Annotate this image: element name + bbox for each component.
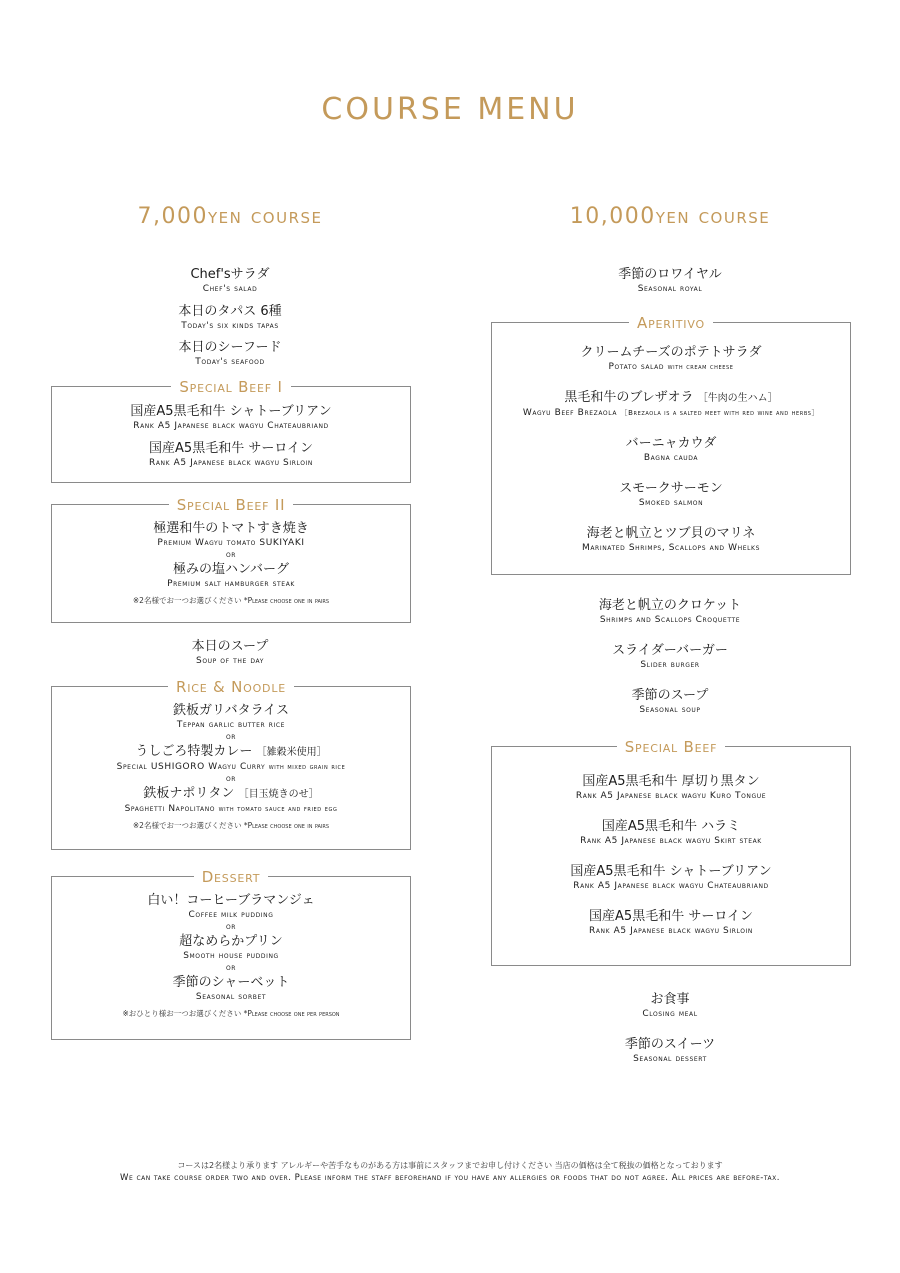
menu-item: 季節のスープ Seasonal soup: [631, 688, 709, 715]
special-beef-1-box: Special Beef I 国産A5黒毛和牛 シャトーブリアン Rank A5 Japanese black wagyu Chateaubriand 国産A5黒毛和牛 サーロイン Rank A5 Japanese black wagyu Sirloin: [51, 386, 411, 483]
menu-item: スライダーバーガー Slider burger: [612, 643, 728, 670]
course-10000-title: 10,000yen course: [569, 204, 771, 229]
footer-note-jp: コースは2名様より承ります アレルギーや苦手なものがある方は事前にスタッフまでお申し付けください 当店の価格は全て税抜の価格となっております: [177, 1161, 723, 1170]
section-label: Aperitivo: [629, 314, 713, 332]
course-7000-title: 7,000yen course: [137, 204, 323, 229]
section-label: Special Beef: [617, 738, 726, 756]
section-label: Special Beef I: [171, 378, 290, 396]
menu-item: 本日のタパス 6種 Today's six kinds tapas: [178, 304, 282, 331]
menu-item: 本日のシーフード Today's seafood: [178, 340, 282, 367]
menu-item: 本日のスープ Soup of the day: [191, 639, 269, 666]
dessert-box: Dessert 白い！コーヒーブラマンジェ Coffee milk pudding or 超なめらかプリン Smooth house pudding or 季節のシャーベット Seasonal sorbet ※おひとり様お一つお選びください *Please choose one per person: [51, 876, 411, 1040]
section-label: Special Beef II: [169, 496, 294, 514]
special-beef-box: Special Beef 国産A5黒毛和牛 厚切り黒タン Rank A5 Japanese black wagyu Kuro Tongue 国産A5黒毛和牛 ハラミ Rank A5 Japanese black wagyu Skirt steak 国産A5黒毛和牛 シャトーブリアン Rank A5 Japanese black wagyu Chateaubriand 国産A5黒毛和牛 サーロイン Rank A5 Japanese black wagyu Sirloin: [491, 746, 851, 966]
footer-note-en: We can take course order two and over. Please inform the staff beforehand if you have any allergies or foods that do not agree. All prices are before-tax.: [120, 1173, 780, 1183]
special-beef-2-box: Special Beef II 極選和牛のトマトすき焼き Premium Wagyu tomato SUKIYAKI or 極みの塩ハンバーグ Premium salt hamburger steak ※2名様でお一つお選びください *Please choose one in pairs: [51, 504, 411, 623]
menu-item: 海老と帆立のクロケット Shrimps and Scallops Croquette: [598, 598, 742, 625]
section-label: Rice & Noodle: [168, 678, 294, 696]
menu-item: 季節のスイーツ Seasonal dessert: [624, 1037, 716, 1064]
aperitivo-box: Aperitivo クリームチーズのポテトサラダ Potato salad with cream cheese 黒毛和牛のブレザオラ ［牛肉の生ハム］ Wagyu Beef Brezaola ［Brezaola is a salted meet with red wine and herbs］ バーニャカウダ Bagna cauda スモークサーモン Smoked salmon 海老と帆立とツブ貝のマリネ Marinated Shrimps, Scallops and Whelks: [491, 322, 851, 575]
menu-item: Chef'sサラダ Chef's salad: [190, 267, 270, 294]
menu-item: 季節のロワイヤル Seasonal royal: [618, 267, 722, 294]
page-title: COURSE MENU: [321, 92, 579, 127]
rice-noodle-box: Rice & Noodle 鉄板ガリバタライス Teppan garlic butter rice or うしごろ特製カレー ［雑穀米使用］ Special USHIGORO Wagyu Curry with mixed grain rice or 鉄板ナポリタン ［目玉焼きのせ］ Spaghetti Napolitano with tomato sauce and fried egg ※2名様でお一つお選びください *Please choose one in pairs: [51, 686, 411, 850]
menu-item: お食事 Closing meal: [642, 992, 698, 1019]
section-label: Dessert: [194, 868, 269, 886]
